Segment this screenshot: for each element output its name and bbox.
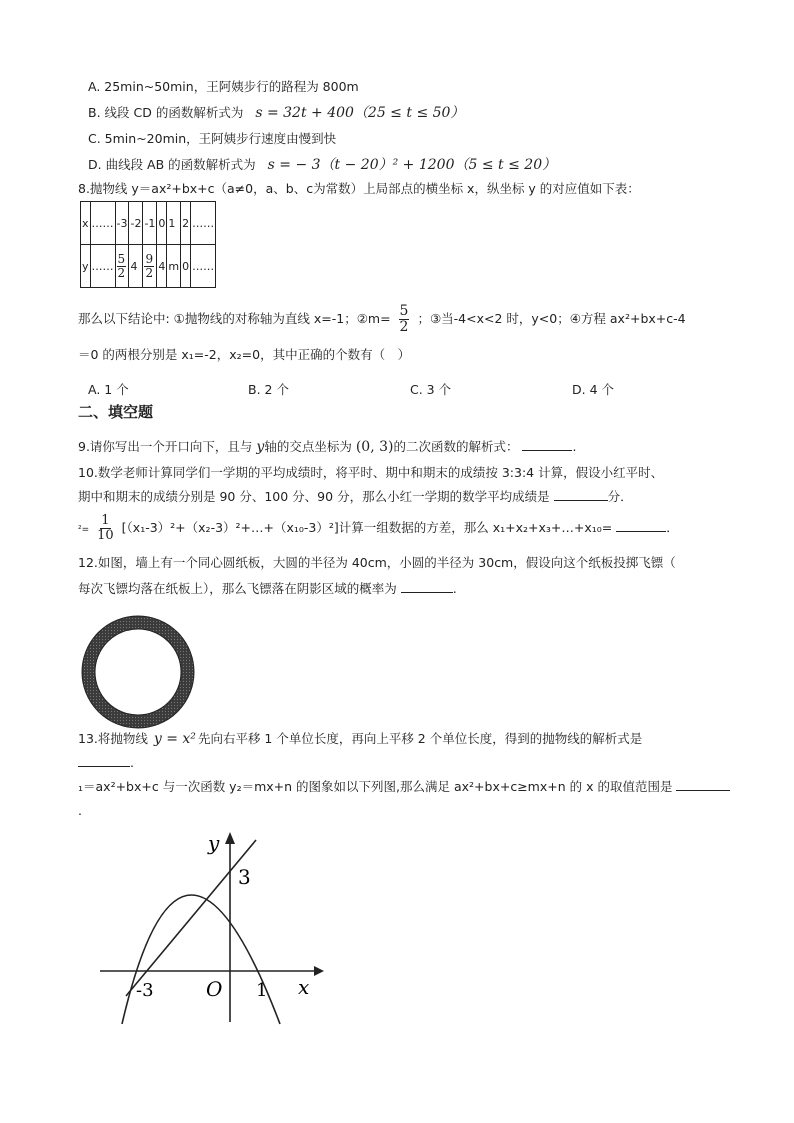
table-cell: y	[81, 245, 91, 288]
answer-blank[interactable]	[78, 766, 130, 767]
table-cell-fraction	[115, 245, 129, 288]
table-cell-fraction	[143, 245, 157, 288]
q12-line-1: 12.如图，墙上有一个同心圆纸板，大圆的半径为 40cm，小圆的半径为 30cm，假设向这个纸板投掷飞镖（	[78, 555, 676, 570]
q14: ₁＝ax²+bx+c 与一次函数 y₂＝mx+n 的图象如以下列图,那么满足 ax²+bx+c≥mx+n 的 x 的取值范围是	[78, 778, 730, 796]
table-cell: ……	[191, 245, 216, 288]
concentric-ring-figure	[80, 614, 196, 730]
label-origin: O	[206, 977, 223, 1001]
q7-option-a: A. 25min~50min，王阿姨步行的路程为 800m	[88, 79, 359, 94]
label-neg3: -3	[136, 980, 154, 1001]
q7-option-c: C. 5min~20min，王阿姨步行速度由慢到快	[88, 131, 337, 146]
table-cell: ……	[90, 202, 115, 245]
q14-end: .	[78, 803, 82, 818]
q7-option-d	[88, 156, 556, 174]
answer-blank[interactable]	[522, 450, 572, 451]
parabola-curve	[122, 895, 280, 1024]
table-cell: 0	[181, 245, 191, 288]
q11: ²= $\frac{1}{10}$ [（x₁-3）²+（x₂-3）²+…+（x₁₀-3）²]计算一组数据的方差，那么 x₁+x₂+x₃+…+x₁₀= ．	[78, 513, 679, 543]
q7-option-b	[88, 104, 464, 122]
fraction-9-2: $\frac{9}{2}$	[145, 251, 154, 280]
q8-stem: 8.抛物线 y＝ax²+bx+c（a≠0，a、b、c为常数）上局部点的横坐标 x，纵坐标 y 的对应值如下表：	[78, 181, 640, 196]
table-cell: ……	[90, 245, 115, 288]
table-cell: 2	[181, 202, 191, 245]
answer-blank[interactable]	[676, 790, 730, 791]
q13: 13.将抛物线 y = x² 先向右平移 1 个单位长度，再向上平移 2 个单位长度，得到的抛物线的解析式是	[78, 731, 643, 747]
table-row-x	[81, 202, 216, 245]
table-cell: -1	[143, 202, 157, 245]
inner-circle	[95, 629, 181, 715]
straight-line	[126, 840, 256, 996]
q8-option-d: D. 4 个	[572, 382, 614, 397]
q7-option-d-text: D. 曲线段 AB 的函数解析式为	[88, 157, 256, 172]
q7-option-b-text: B. 线段 CD 的函数解析式为	[88, 105, 244, 120]
function-graph	[100, 826, 330, 1026]
math-parabola: y = x²	[153, 731, 196, 747]
table-cell: ……	[191, 202, 216, 245]
label-x: x	[298, 975, 310, 999]
q8-option-b: B. 2 个	[248, 382, 289, 397]
table-cell: 1	[167, 202, 181, 245]
table-cell: -3	[115, 202, 129, 245]
table-cell: m	[167, 245, 181, 288]
label-3: 3	[238, 865, 251, 889]
q7-option-b-formula: s = 32t + 400（25 ≤ t ≤ 50）	[255, 105, 465, 121]
q8-option-a: A. 1 个	[88, 382, 129, 397]
answer-blank[interactable]	[554, 500, 608, 501]
table-cell: 0	[157, 202, 167, 245]
q8-value-table	[80, 201, 216, 288]
q7-option-d-formula: s = − 3（t − 20）² + 1200（5 ≤ t ≤ 20）	[267, 157, 557, 173]
fraction-5-2: $\frac{5}{2}$	[399, 303, 409, 335]
label-y: y	[208, 831, 220, 855]
table-cell: 4	[129, 245, 143, 288]
answer-blank[interactable]	[616, 531, 666, 532]
q12-line-2: 每次飞镖均落在纸板上），那么飞镖落在阴影区域的概率为 .	[78, 581, 457, 596]
fraction-1-10: $\frac{1}{10}$	[97, 513, 114, 543]
q8-option-c: C. 3 个	[410, 382, 452, 397]
table-row-y	[81, 245, 216, 288]
answer-blank[interactable]	[401, 592, 453, 593]
q8-conclusion-line-3: ＝0 的两根分别是 x₁=-2，x₂=0，其中正确的个数有（ ）	[78, 347, 411, 362]
fraction-5-2: $\frac{5}{2}$	[117, 251, 126, 280]
section-title: 二、填空题	[78, 403, 154, 421]
label-1: 1	[256, 980, 268, 1001]
table-cell: -2	[129, 202, 143, 245]
y-axis-arrow-icon	[225, 832, 235, 844]
q13-blank-line: .	[78, 754, 134, 772]
table-cell: x	[81, 202, 91, 245]
table-cell: 4	[157, 245, 167, 288]
math-y: y	[256, 439, 265, 455]
q9: 9.请你写出一个开口向下，且与 y轴的交点坐标为 (0, 3)的二次函数的解析式： .	[78, 439, 577, 455]
q8-conclusions: 那么以下结论中: ①抛物线的对称轴为直线 x=-1；②m= $\frac{5}{2}$ ；③当-4<x<2 时，y<0；④方程 ax²+bx+c-4	[78, 303, 686, 335]
q10-line-1: 10.数学老师计算同学们一学期的平均成绩时，将平时、期中和期末的成绩按 3:3:4 计算，假设小红平时、	[78, 465, 664, 480]
q10-line-2: 期中和期末的成绩分别是 90 分、100 分、90 分，那么小红一学期的数学平均成绩是 分．	[78, 489, 633, 504]
math-point: (0, 3)	[355, 439, 394, 455]
x-axis-arrow-icon	[314, 966, 324, 976]
